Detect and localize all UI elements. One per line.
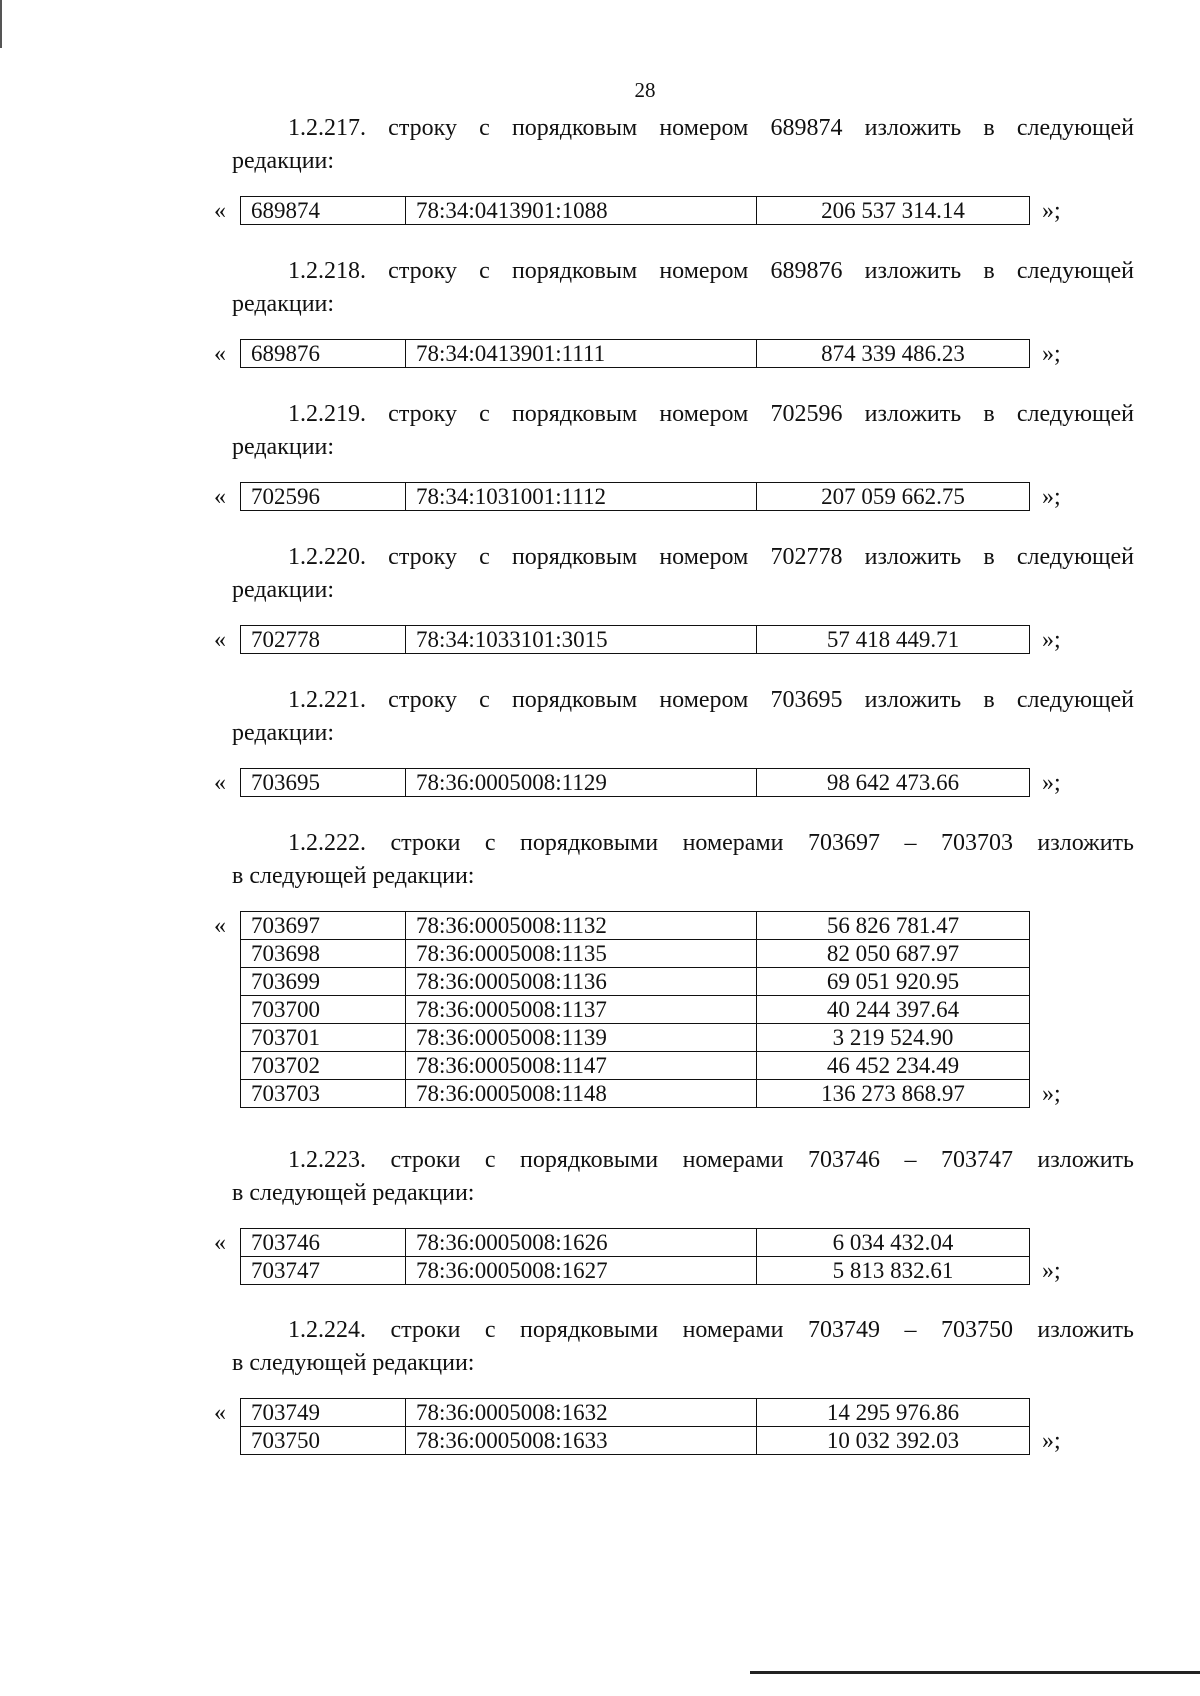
close-quote: »; <box>1042 627 1061 653</box>
amendment-heading: 1.2.218. строку с порядковым номером 689876 изложить в следующей <box>288 258 1134 284</box>
open-quote: « <box>214 484 226 510</box>
cadastral-value-cell: 57 418 449.71 <box>757 626 1030 654</box>
amendment-heading-continuation: редакции: <box>232 291 335 317</box>
cadastral-number-cell: 78:36:0005008:1129 <box>406 769 757 797</box>
amendment-heading: 1.2.219. строку с порядковым номером 702596 изложить в следующей <box>288 401 1134 427</box>
amendment-heading: 1.2.222. строки с порядковыми номерами 703697 – 703703 изложить <box>288 830 1134 856</box>
open-quote: « <box>214 198 226 224</box>
scan-edge-mark <box>0 0 2 48</box>
table-row <box>241 197 1030 225</box>
amendment-table <box>240 339 1030 368</box>
amendment-heading: 1.2.217. строку с порядковым номером 689874 изложить в следующей <box>288 115 1134 141</box>
cadastral-number-cell: 78:36:0005008:1632 <box>406 1399 757 1427</box>
table-row <box>241 1052 1030 1080</box>
amendment-table-wrap <box>214 911 1134 1108</box>
close-quote: »; <box>1042 341 1061 367</box>
cadastral-number-cell: 78:34:1031001:1112 <box>406 483 757 511</box>
amendment-table <box>240 1228 1030 1285</box>
amendment-heading-continuation: редакции: <box>232 577 335 603</box>
row-number-cell: 703746 <box>241 1229 406 1257</box>
open-quote: « <box>214 627 226 653</box>
cadastral-number-cell: 78:36:0005008:1627 <box>406 1257 757 1285</box>
bottom-rule <box>750 1671 1200 1674</box>
close-quote: »; <box>1042 484 1061 510</box>
row-number-cell: 703700 <box>241 996 406 1024</box>
amendment-heading-continuation: в следующей редакции: <box>232 863 475 889</box>
table-row <box>241 626 1030 654</box>
amendment-section <box>214 1144 1134 1285</box>
cadastral-value-cell: 5 813 832.61 <box>757 1257 1030 1285</box>
amendment-section <box>214 255 1134 368</box>
amendment-heading: 1.2.224. строки с порядковыми номерами 703749 – 703750 изложить <box>288 1317 1134 1343</box>
table-row <box>241 1427 1030 1455</box>
cadastral-value-cell: 6 034 432.04 <box>757 1229 1030 1257</box>
amendment-table-wrap <box>214 339 1134 368</box>
amendment-heading: 1.2.221. строку с порядковым номером 703695 изложить в следующей <box>288 687 1134 713</box>
table-row <box>241 340 1030 368</box>
row-number-cell: 689874 <box>241 197 406 225</box>
amendment-table <box>240 768 1030 797</box>
amendment-heading-continuation: редакции: <box>232 434 335 460</box>
amendment-table <box>240 625 1030 654</box>
amendment-section <box>214 827 1134 1108</box>
cadastral-number-cell: 78:36:0005008:1135 <box>406 940 757 968</box>
amendment-section <box>214 684 1134 797</box>
cadastral-value-cell: 874 339 486.23 <box>757 340 1030 368</box>
cadastral-value-cell: 98 642 473.66 <box>757 769 1030 797</box>
amendment-table-wrap <box>214 768 1134 797</box>
cadastral-number-cell: 78:36:0005008:1148 <box>406 1080 757 1108</box>
cadastral-number-cell: 78:36:0005008:1147 <box>406 1052 757 1080</box>
table-row <box>241 996 1030 1024</box>
table-row <box>241 769 1030 797</box>
amendment-table-wrap <box>214 196 1134 225</box>
cadastral-value-cell: 40 244 397.64 <box>757 996 1030 1024</box>
cadastral-value-cell: 136 273 868.97 <box>757 1080 1030 1108</box>
table-row <box>241 1080 1030 1108</box>
close-quote: »; <box>1042 1081 1061 1107</box>
amendment-section <box>214 398 1134 511</box>
row-number-cell: 703699 <box>241 968 406 996</box>
amendment-table-wrap <box>214 1398 1134 1455</box>
row-number-cell: 703697 <box>241 912 406 940</box>
cadastral-number-cell: 78:34:1033101:3015 <box>406 626 757 654</box>
cadastral-number-cell: 78:36:0005008:1633 <box>406 1427 757 1455</box>
amendment-table <box>240 196 1030 225</box>
cadastral-number-cell: 78:36:0005008:1139 <box>406 1024 757 1052</box>
open-quote: « <box>214 1400 226 1426</box>
cadastral-value-cell: 207 059 662.75 <box>757 483 1030 511</box>
table-row <box>241 968 1030 996</box>
row-number-cell: 703749 <box>241 1399 406 1427</box>
amendment-heading-continuation: в следующей редакции: <box>232 1350 475 1376</box>
amendment-heading-continuation: в следующей редакции: <box>232 1180 475 1206</box>
row-number-cell: 703703 <box>241 1080 406 1108</box>
amendment-table-wrap <box>214 625 1134 654</box>
cadastral-number-cell: 78:36:0005008:1136 <box>406 968 757 996</box>
cadastral-number-cell: 78:36:0005008:1626 <box>406 1229 757 1257</box>
open-quote: « <box>214 913 226 939</box>
close-quote: »; <box>1042 1258 1061 1284</box>
cadastral-value-cell: 69 051 920.95 <box>757 968 1030 996</box>
amendment-heading-continuation: редакции: <box>232 148 335 174</box>
table-row <box>241 1399 1030 1427</box>
table-row <box>241 912 1030 940</box>
row-number-cell: 703702 <box>241 1052 406 1080</box>
row-number-cell: 703698 <box>241 940 406 968</box>
row-number-cell: 703750 <box>241 1427 406 1455</box>
amendment-table <box>240 482 1030 511</box>
amendment-heading: 1.2.220. строку с порядковым номером 702778 изложить в следующей <box>288 544 1134 570</box>
cadastral-number-cell: 78:36:0005008:1137 <box>406 996 757 1024</box>
close-quote: »; <box>1042 1428 1061 1454</box>
amendment-table-wrap <box>214 1228 1134 1285</box>
cadastral-value-cell: 3 219 524.90 <box>757 1024 1030 1052</box>
open-quote: « <box>214 770 226 796</box>
close-quote: »; <box>1042 198 1061 224</box>
open-quote: « <box>214 341 226 367</box>
row-number-cell: 703701 <box>241 1024 406 1052</box>
cadastral-value-cell: 206 537 314.14 <box>757 197 1030 225</box>
table-row <box>241 940 1030 968</box>
row-number-cell: 703695 <box>241 769 406 797</box>
amendment-table <box>240 1398 1030 1455</box>
cadastral-number-cell: 78:34:0413901:1111 <box>406 340 757 368</box>
page-number: 28 <box>634 78 656 102</box>
cadastral-number-cell: 78:36:0005008:1132 <box>406 912 757 940</box>
close-quote: »; <box>1042 770 1061 796</box>
amendment-section <box>214 1314 1134 1455</box>
amendment-section <box>214 541 1134 654</box>
amendment-table-wrap <box>214 482 1134 511</box>
cadastral-value-cell: 46 452 234.49 <box>757 1052 1030 1080</box>
row-number-cell: 703747 <box>241 1257 406 1285</box>
cadastral-number-cell: 78:34:0413901:1088 <box>406 197 757 225</box>
amendment-heading-continuation: редакции: <box>232 720 335 746</box>
row-number-cell: 702596 <box>241 483 406 511</box>
table-row <box>241 1024 1030 1052</box>
row-number-cell: 702778 <box>241 626 406 654</box>
table-row <box>241 1229 1030 1257</box>
cadastral-value-cell: 82 050 687.97 <box>757 940 1030 968</box>
cadastral-value-cell: 10 032 392.03 <box>757 1427 1030 1455</box>
cadastral-value-cell: 14 295 976.86 <box>757 1399 1030 1427</box>
table-row <box>241 1257 1030 1285</box>
cadastral-value-cell: 56 826 781.47 <box>757 912 1030 940</box>
amendment-heading: 1.2.223. строки с порядковыми номерами 703746 – 703747 изложить <box>288 1147 1134 1173</box>
row-number-cell: 689876 <box>241 340 406 368</box>
open-quote: « <box>214 1230 226 1256</box>
table-row <box>241 483 1030 511</box>
amendment-table <box>240 911 1030 1108</box>
amendment-section <box>214 112 1134 225</box>
